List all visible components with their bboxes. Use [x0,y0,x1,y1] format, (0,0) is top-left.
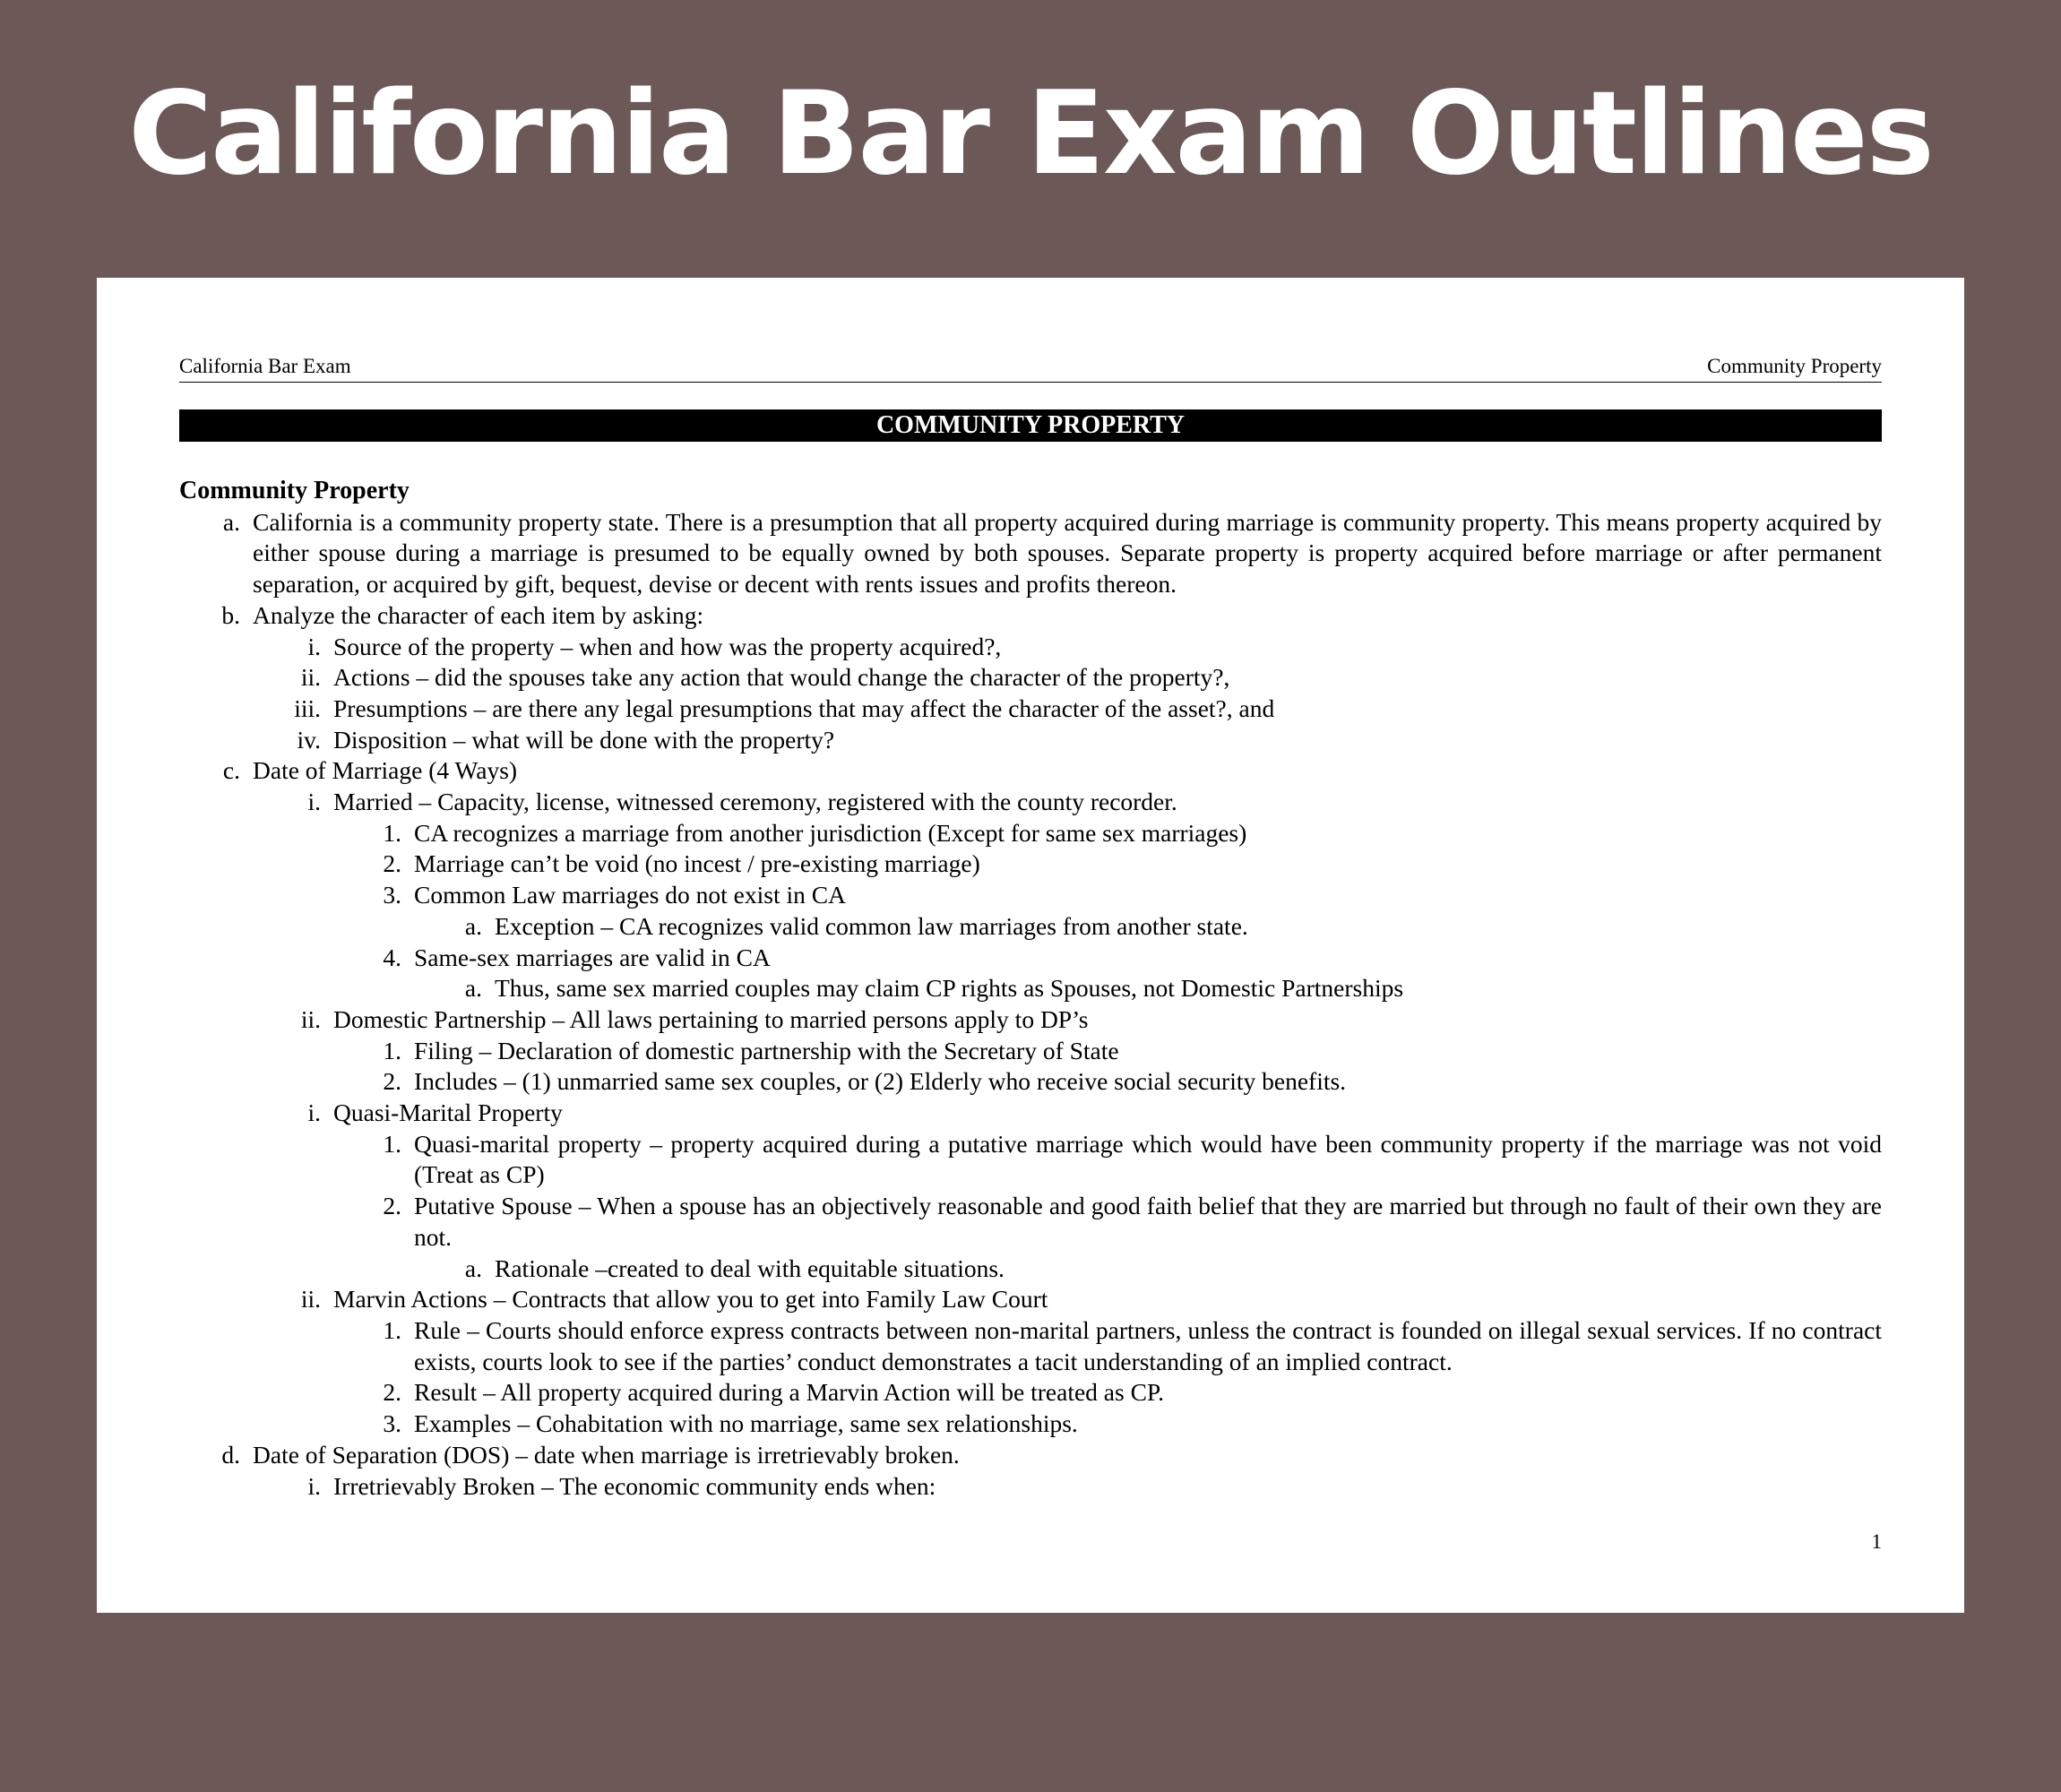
outline-item [179,632,1882,663]
outline-item [179,725,1882,756]
document-content [179,355,1882,1553]
outline-item [179,818,1882,849]
header-right: Community Property [1707,355,1882,377]
outline-marker: 1. [383,1129,401,1158]
outline-marker: ii. [300,1285,321,1314]
outline-item [179,694,1882,725]
outline-text: Rationale –created to deal with equitable situations. [495,1254,1005,1282]
outline-text: Thus, same sex married couples may claim CP rights as Spouses, not Domestic Partnerships [495,974,1404,1003]
outline-item [179,507,1882,600]
outline-marker: 1. [383,1036,401,1064]
outline-marker: i. [307,788,321,816]
outline-item [179,1409,1882,1440]
outline-marker: 3. [383,881,401,909]
outline-marker: a. [464,911,482,940]
outline-item [179,787,1882,818]
outline-item [179,911,1882,943]
outline-item [179,1004,1882,1036]
section-title: Community Property [179,477,410,504]
outline-item [179,943,1882,974]
outline-text: Same-sex marriages are valid in CA [414,943,771,971]
outline-text: Rule – Courts should enforce express contracts between non-marital partners, unless the contract is founded on illegal sexual services. If no contract exists, courts look to see if the parties’ conduct demonstrates a tacit understanding of an implied contract. [414,1315,1882,1375]
outline-text: Putative Spouse – When a spouse has an objectively reasonable and good faith belief that they are married but through no fault of their own they are not. [414,1192,1882,1251]
outline-text: Analyze the character of each item by asking: [253,600,704,629]
outline-item [179,1254,1882,1285]
outline-marker: i. [307,632,321,660]
outline-item [179,1377,1882,1409]
outline-item [179,662,1882,694]
outline-text: Quasi-marital property – property acquired during a putative marriage which would have been community property if the marriage was not void (Treat as CP) [414,1129,1882,1189]
outline-item [179,1066,1882,1098]
outline-text: Presumptions – are there any legal presumptions that may affect the character of the asset?, and [333,694,1275,722]
outline-text: Includes – (1) unmarried same sex couples, or (2) Elderly who receive social security benefits. [414,1067,1347,1096]
outline-text: Filing – Declaration of domestic partnership with the Secretary of State [414,1036,1119,1064]
outline-marker: i. [307,1471,321,1500]
outline-text: Date of Separation (DOS) – date when marriage is irretrievably broken. [253,1440,960,1469]
outline-text: CA recognizes a marriage from another jurisdiction (Except for same sex marriages) [414,818,1247,847]
outline-text: Marvin Actions – Contracts that allow you to get into Family Law Court [333,1285,1048,1314]
outline-item [179,880,1882,911]
outline-text: Married – Capacity, license, witnessed ceremony, registered with the county recorder. [333,788,1177,816]
outline-item [179,1129,1882,1191]
outline-item [179,1440,1882,1471]
outline-marker: 2. [383,1067,401,1096]
outline-item [179,1284,1882,1315]
outline-item [179,1191,1882,1253]
outline-text: Quasi-Marital Property [333,1098,563,1127]
outline-marker: b. [221,600,240,629]
outline-item [179,1471,1882,1503]
outline-text: Actions – did the spouses take any action that would change the character of the property?, [333,663,1230,692]
outline-text: Marriage can’t be void (no incest / pre-existing marriage) [414,849,980,878]
outline-text: Exception – CA recognizes valid common law marriages from another state. [495,911,1248,940]
outline-item [179,600,1882,632]
outline-marker: 2. [383,1192,401,1220]
outline-text: Disposition – what will be done with the property? [333,725,835,754]
outline-marker: ii. [300,1004,321,1033]
outline-item [179,849,1882,880]
outline-marker: 2. [383,1378,401,1407]
outline-text: Source of the property – when and how was the property acquired?, [333,632,1002,660]
outline-marker: a. [464,1254,482,1282]
outline-text: Irretrievably Broken – The economic community ends when: [333,1471,936,1500]
outline-marker: 1. [383,1315,401,1344]
page-number: 1 [1871,1530,1882,1553]
outline-item [179,1036,1882,1067]
outline-item [179,973,1882,1004]
outline-marker: c. [222,756,240,785]
outline-marker: 2. [383,849,401,878]
outline-marker: d. [221,1440,240,1469]
document-page [97,278,1964,1613]
outline-marker: a. [464,974,482,1003]
outline-text: Date of Marriage (4 Ways) [253,756,518,785]
running-header [179,355,1882,383]
outline-text: Result – All property acquired during a Marvin Action will be treated as CP. [414,1378,1165,1407]
header-left: California Bar Exam [179,355,351,377]
outline-marker: 3. [383,1409,401,1438]
outline-text: Examples – Cohabitation with no marriage, same sex relationships. [414,1409,1078,1438]
outline-marker: 4. [383,943,401,971]
banner-title: California Bar Exam Outlines [128,67,1933,201]
outline-text: Common Law marriages do not exist in CA [414,881,846,909]
outline-item [179,755,1882,787]
outline-marker: iv. [297,725,321,754]
outline-list [179,507,1882,1503]
outline-marker: a. [222,507,240,536]
outline-marker: 1. [383,818,401,847]
outline-marker: i. [307,1098,321,1127]
outline-text: Domestic Partnership – All laws pertaining to married persons apply to DP’s [333,1004,1089,1033]
outline-item [179,1315,1882,1377]
outline-text: California is a community property state. There is a presumption that all property acquired during marriage is community property. This means property acquired by either spouse during a marriage is presumed to be equally owned by both spouses. Separate property is property acquired before marriage or after permanent separation, or acquired by gift, bequest, devise or decent with rents issues and profits thereon. [253,507,1882,599]
outline-marker: ii. [300,663,321,692]
outline-marker: iii. [294,694,321,722]
document-title-bar: COMMUNITY PROPERTY [179,409,1882,442]
outline-item [179,1098,1882,1129]
